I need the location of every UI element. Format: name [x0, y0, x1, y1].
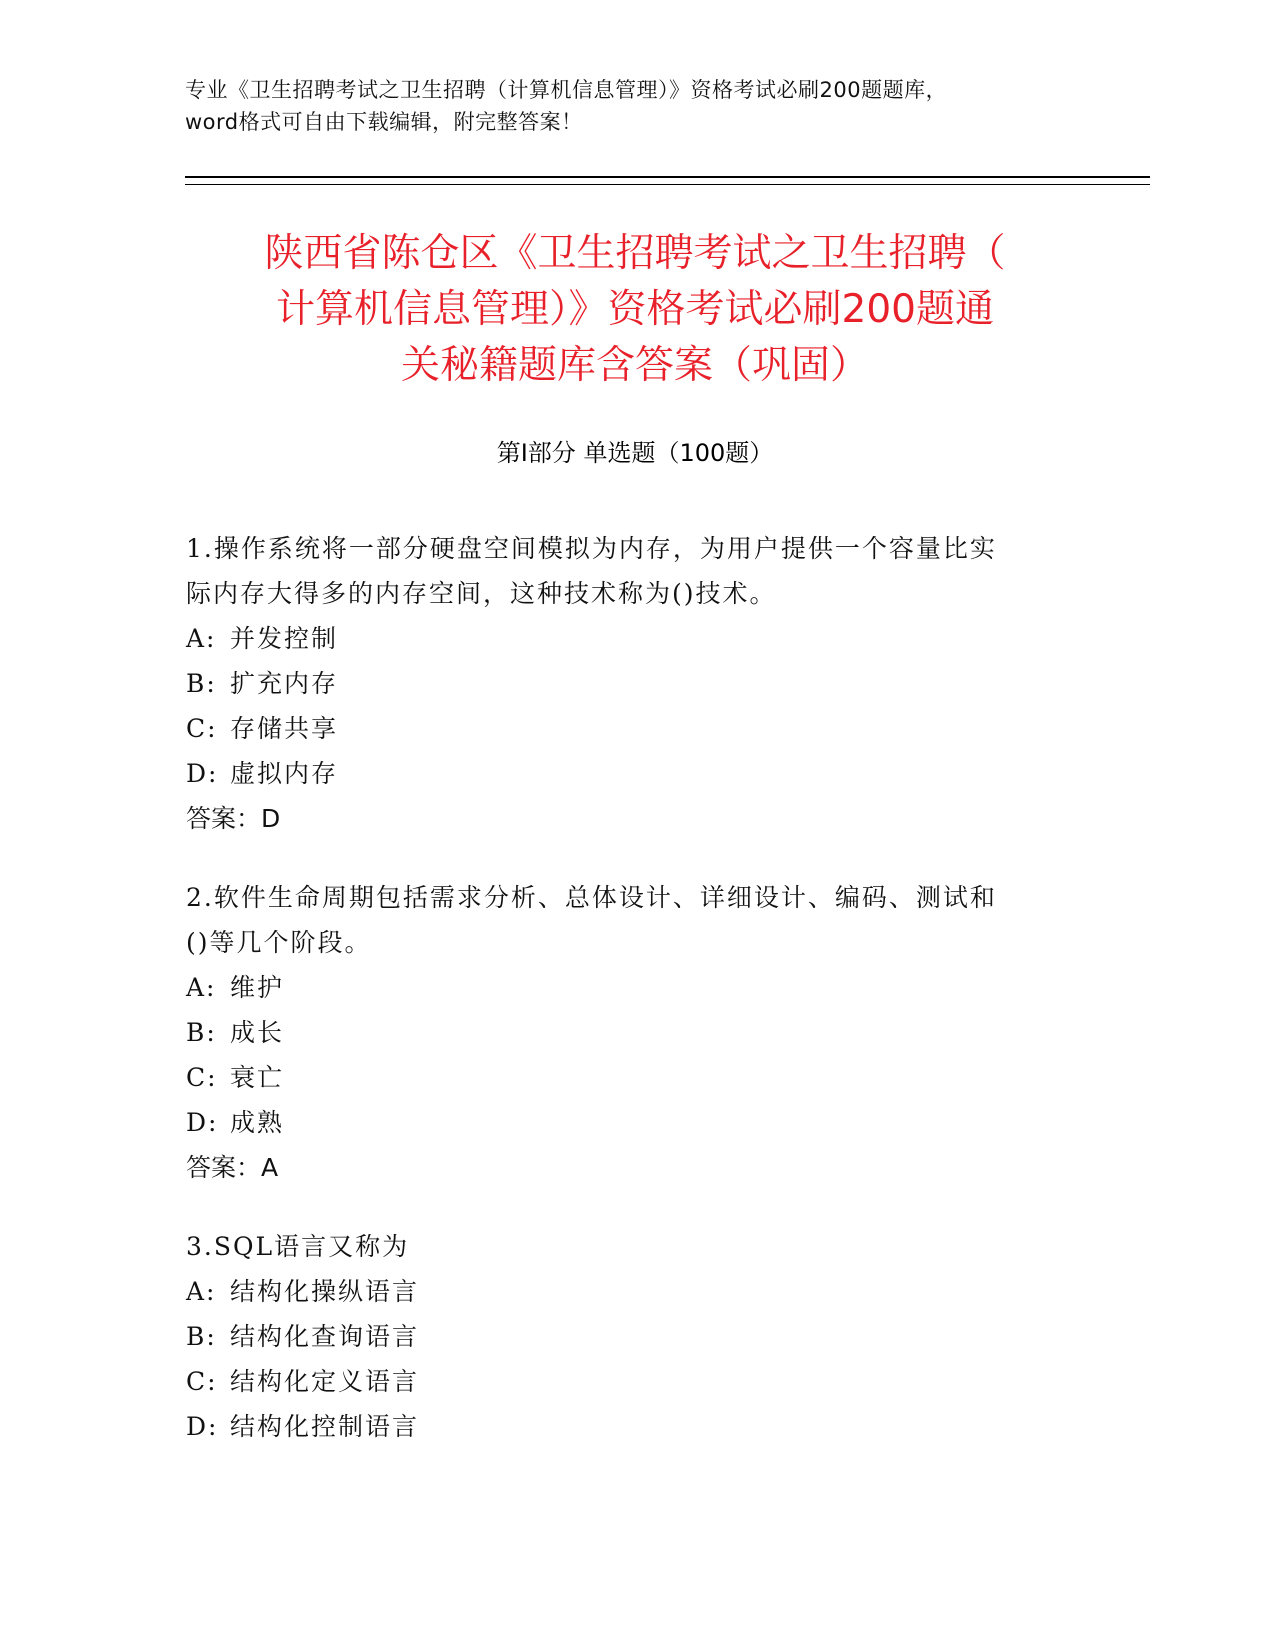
question-stem — [186, 1224, 1086, 1269]
header-note-line-1: 专业《卫生招聘考试之卫生招聘（计算机信息管理）》资格考试必刷200题题库， — [185, 78, 948, 102]
document-title-line-1: 陕西省陈仓区《卫生招聘考试之卫生招聘（ — [264, 231, 1006, 276]
header-divider-thin — [185, 184, 1150, 185]
document-title-line-2: 计算机信息管理）》资格考试必刷200题通 — [276, 287, 994, 332]
option-key: C: — [186, 714, 218, 743]
option-key: D: — [186, 1108, 219, 1137]
option-d — [186, 1404, 1086, 1449]
question-1 — [186, 526, 1086, 841]
option-text: 结构化查询语言 — [230, 1322, 420, 1351]
answer-line: 答案：A — [186, 1153, 279, 1182]
question-list — [186, 526, 1086, 1449]
option-key: C: — [186, 1063, 218, 1092]
question-stem-line-1: 1.操作系统将一部分硬盘空间模拟为内存，为用户提供一个容量比实 — [186, 534, 997, 563]
question-stem-line-2: ()等几个阶段。 — [186, 928, 372, 957]
option-key: A: — [186, 624, 217, 653]
document-title-line-3: 关秘籍题库含答案（巩固） — [400, 343, 869, 388]
question-stem — [186, 875, 1086, 965]
option-d — [186, 751, 1086, 796]
option-b — [186, 1010, 1086, 1055]
option-b — [186, 1314, 1086, 1359]
section-heading: 第Ⅰ部分 单选题（100题） — [496, 439, 774, 467]
option-key: C: — [186, 1367, 218, 1396]
question-2 — [186, 875, 1086, 1190]
header-divider-thick — [185, 176, 1150, 178]
option-key: D: — [186, 759, 219, 788]
option-a — [186, 616, 1086, 661]
option-text: 结构化控制语言 — [230, 1412, 420, 1441]
answer-line: 答案：D — [186, 804, 281, 833]
option-b — [186, 661, 1086, 706]
header-note — [185, 74, 1085, 138]
option-key: B: — [186, 669, 217, 698]
question-stem-line-1: 2.软件生命周期包括需求分析、总体设计、详细设计、编码、测试和 — [186, 883, 997, 912]
option-key: B: — [186, 1322, 217, 1351]
question-3 — [186, 1224, 1086, 1449]
option-c — [186, 1055, 1086, 1100]
option-a — [186, 965, 1086, 1010]
option-text: 成熟 — [230, 1108, 285, 1137]
header-note-line-2: word格式可自由下载编辑，附完整答案！ — [185, 110, 583, 134]
document-title — [185, 226, 1085, 394]
option-text: 并发控制 — [230, 624, 339, 653]
option-text: 衰亡 — [230, 1063, 285, 1092]
option-text: 扩充内存 — [230, 669, 339, 698]
option-text: 存储共享 — [230, 714, 339, 743]
option-key: D: — [186, 1412, 219, 1441]
option-c — [186, 706, 1086, 751]
option-a — [186, 1269, 1086, 1314]
option-text: 虚拟内存 — [230, 759, 339, 788]
option-text: 维护 — [230, 973, 285, 1002]
option-key: A: — [186, 1277, 217, 1306]
option-c — [186, 1359, 1086, 1404]
option-text: 成长 — [230, 1018, 285, 1047]
option-text: 结构化定义语言 — [230, 1367, 420, 1396]
option-text: 结构化操纵语言 — [230, 1277, 420, 1306]
option-d — [186, 1100, 1086, 1145]
option-key: A: — [186, 973, 217, 1002]
question-stem-line-2: 际内存大得多的内存空间，这种技术称为()技术。 — [186, 579, 777, 608]
option-key: B: — [186, 1018, 217, 1047]
question-stem — [186, 526, 1086, 616]
question-stem-line-1: 3.SQL语言又称为 — [186, 1232, 410, 1261]
